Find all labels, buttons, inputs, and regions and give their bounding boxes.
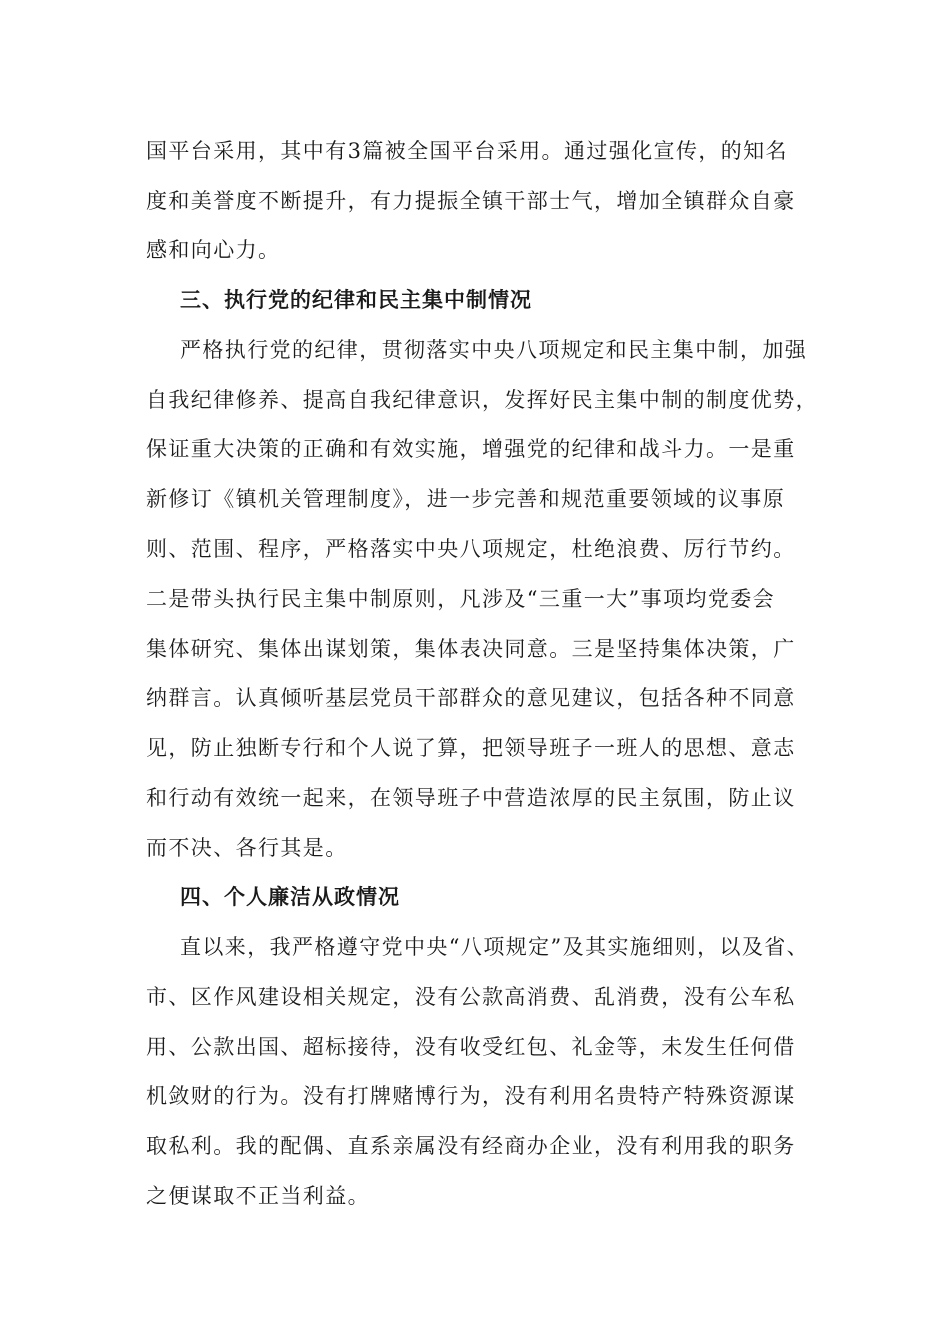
paragraph-line: 集体研究、集体出谋划策，集体表决同意。三是坚持集体决策，广 [146,637,796,661]
paragraph-line: 直以来，我严格遵守党中央“八项规定”及其实施细则，以及省、 [180,935,810,959]
paragraph-line: 二是带头执行民主集中制原则，凡涉及“三重一大”事项均党委会 [146,587,776,611]
paragraph-line: 见，防止独断专行和个人说了算，把领导班子一班人的思想、意志 [146,736,796,760]
paragraph-line: 和行动有效统一起来，在领导班子中营造浓厚的民主氛围，防止议 [146,786,796,810]
paragraph-line: 度和美誉度不断提升，有力提振全镇干部士气，增加全镇群众自豪 [146,189,796,213]
paragraph-line: 市、区作风建设相关规定，没有公款高消费、乱消费，没有公车私 [146,985,796,1009]
paragraph-line: 则、范围、程序，严格落实中央八项规定，杜绝浪费、厉行节约。 [146,537,796,561]
paragraph-line: 用、公款出国、超标接待，没有收受红包、礼金等，未发生任何借 [146,1035,796,1059]
paragraph-line: 保证重大决策的正确和有效实施，增强党的纪律和战斗力。一是重 [146,437,796,461]
paragraph-line: 新修订《镇机关管理制度》，进一步完善和规范重要领域的议事原 [146,487,786,511]
paragraph-line: 感和向心力。 [146,238,281,262]
paragraph-line: 严格执行党的纪律，贯彻落实中央八项规定和民主集中制，加强 [180,338,808,362]
paragraph-line: 国平台采用，其中有3篇被全国平台采用。通过强化宣传，的知名 [146,139,788,163]
section-heading-3: 三、执行党的纪律和民主集中制情况 [180,287,532,312]
paragraph-line: 取私利。我的配偶、直系亲属没有经商办企业，没有利用我的职务 [146,1134,796,1158]
paragraph-line: 而不决、各行其是。 [146,836,348,860]
paragraph-line: 纳群言。认真倾听基层党员干部群众的意见建议，包括各种不同意 [146,686,796,710]
paragraph-line: 自我纪律修养、提高自我纪律意识，发挥好民主集中制的制度优势， [146,388,818,412]
paragraph-line: 之便谋取不正当利益。 [146,1184,370,1208]
paragraph-line: 机敛财的行为。没有打牌赌博行为，没有利用名贵特产特殊资源谋 [146,1084,796,1108]
section-heading-4: 四、个人廉洁从政情况 [180,884,400,909]
